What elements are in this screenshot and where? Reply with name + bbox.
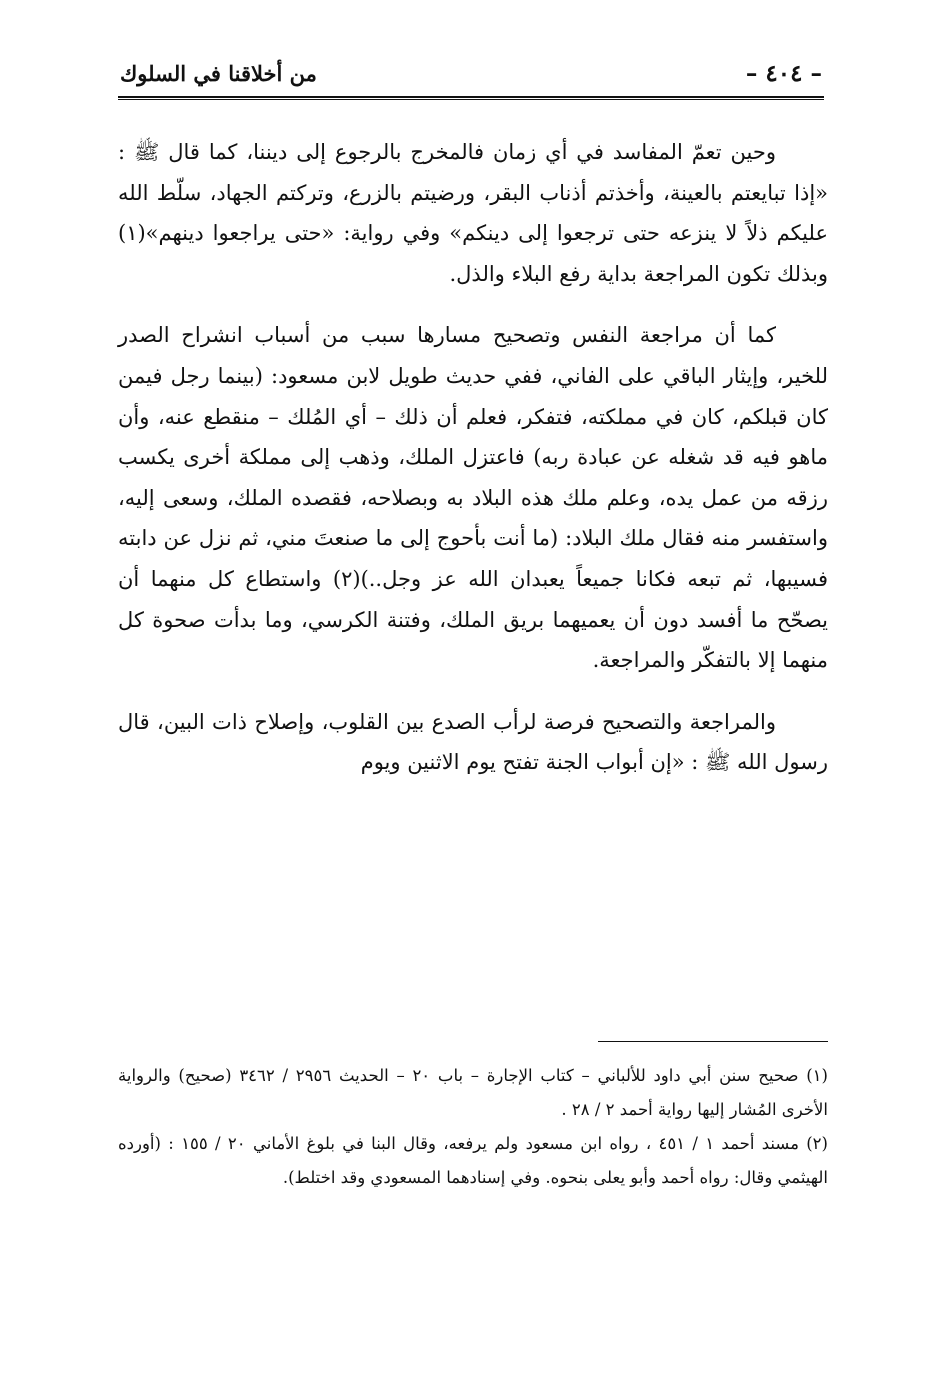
- header-rule: [118, 96, 824, 100]
- footnote-1: (١) صحيح سنن أبي داود للألباني – كتاب الإجارة – باب ٢٠ – الحديث ٢٩٥٦ / ٣٤٦٢ (صحيح) والرواية الأخرى المُشار إليها رواية أحمد ٢ / ٢٨ .: [118, 1066, 828, 1119]
- paragraph-1: وحين تعمّ المفاسد في أي زمان فالمخرج بالرجوع إلى ديننا، كما قال ﷺ : «إذا تبايعتم بالعينة، وأخذتم أذناب البقر، ورضيتم بالزرع، وتركتم الجهاد، سلّط الله عليكم ذلاً لا ينزعه حتى ترجعوا إلى دينكم» وفي رواية: «حتى يراجعوا دينهم»(١) وبذلك تكون المراجعة بداية رفع البلاء والذل.: [118, 140, 828, 286]
- running-title: من أخلاقنا في السلوك: [120, 61, 317, 86]
- page-header: [120, 54, 822, 100]
- page-number: – ٤٠٤ –: [745, 60, 822, 87]
- body-text: [118, 132, 828, 783]
- paragraph-2: كما أن مراجعة النفس وتصحيح مسارها سبب من أسباب انشراح الصدر للخير، وإيثار الباقي على الفاني، ففي حديث طويل لابن مسعود: (بينما رجل فيمن كان قبلكم، كان في مملكته، فتفكر، فعلم أن ذلك – أي المُلك – منقطع عنه، وأن ماهو فيه قد شغله عن عبادة ربه) فاعتزل الملك، وذهب إلى مملكة أخرى يكسب رزقه من عمل يده، وعلم ملك هذه البلاد به وبصلاحه، فقصده الملك، وسعى إليه، واستفسر منه فقال ملك البلاد: (ما أنت بأحوج إلى ما صنعتَ مني، ثم نزل عن دابته فسيبها، ثم تبعه فكانا جميعاً يعبدان الله عز وجل..)(٢) واستطاع كل منهما أن يصحّح ما أفسد دون أن يعميهما بريق الملك، وفتنة الكرسي، وما بدأت صحوة كل منهما إلا بالتفكّر والمراجعة.: [118, 323, 828, 673]
- paragraph-3: والمراجعة والتصحيح فرصة لرأب الصدع بين القلوب، وإصلاح ذات البين، قال رسول الله ﷺ : «إن أبواب الجنة تفتح يوم الاثنين ويوم: [118, 709, 828, 775]
- footnotes: [118, 1059, 828, 1195]
- footnote-2: (٢) مسند أحمد ١ / ٤٥١ ، رواه ابن مسعود ولم يرفعه، وقال البنا في بلوغ الأماني ٢٠ / ١٥٥ : (أورده الهيثمي وقال: رواه أحمد وأبو يعلى بنحوه. وفي إسنادهما المسعودي وقد اختلط).: [118, 1134, 828, 1187]
- footnote-separator: [598, 1041, 828, 1042]
